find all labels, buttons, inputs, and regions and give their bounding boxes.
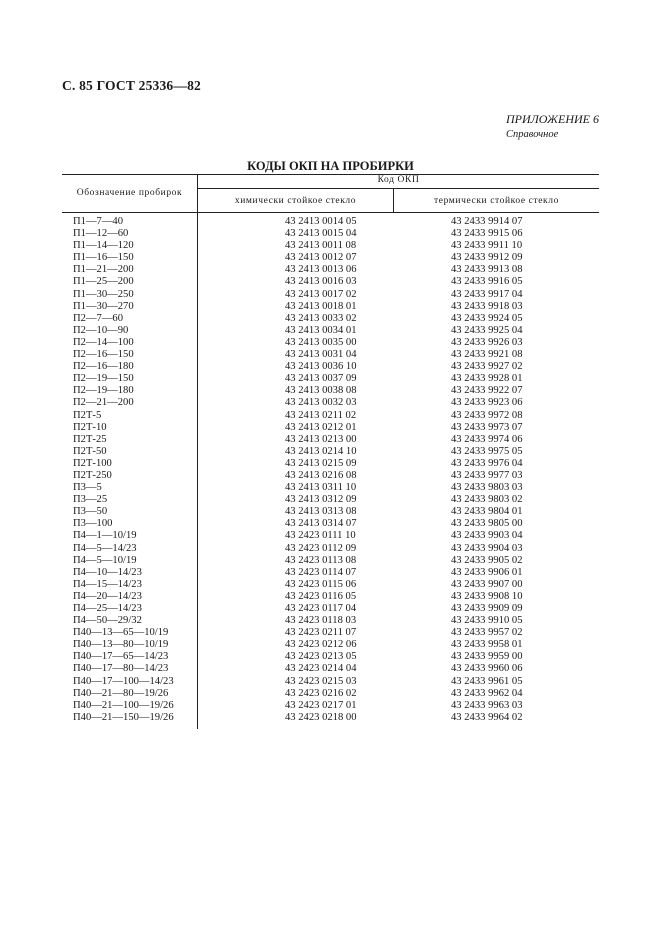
tube-designation: П2—19—180 [73,385,134,397]
table-row [62,337,599,349]
table-row [62,543,599,555]
tube-designation: П3—100 [73,518,113,530]
okp-code-chemical: 43 2413 0211 02 [285,409,357,421]
okp-code-thermal: 43 2433 9926 03 [451,336,523,348]
okp-code-chemical: 43 2413 0034 01 [285,324,357,336]
okp-code-chemical: 43 2423 0215 03 [285,675,357,687]
appendix-title: ПРИЛОЖЕНИЕ 6 [506,112,599,126]
tube-designation: П1—7—40 [73,216,124,227]
okp-code-chemical: 43 2423 0218 00 [285,711,357,723]
tube-designation: П2—16—180 [73,361,134,373]
column-header-chemical: химически стойкое стекло [234,195,357,206]
tube-designation: П4—10—14/23 [73,566,142,578]
okp-code-chemical: 43 2413 0032 03 [285,397,357,409]
okp-code-chemical: 43 2423 0113 08 [285,554,357,566]
header-bottom-rule [62,212,599,213]
okp-code-chemical: 43 2413 0314 07 [285,518,357,530]
okp-code-thermal: 43 2433 9918 03 [451,300,523,312]
okp-code-thermal: 43 2433 9964 02 [451,711,523,723]
tube-designation: П4—1—10/19 [73,530,137,542]
okp-code-thermal: 43 2433 9913 08 [451,264,523,276]
okp-code-chemical: 43 2423 0216 02 [285,687,357,699]
okp-code-thermal: 43 2433 9805 00 [451,518,523,530]
okp-code-chemical: 43 2423 0213 05 [285,651,357,663]
okp-code-chemical: 43 2413 0216 08 [285,469,357,481]
column-group-header-okp: Код ОКП [377,175,420,185]
table-row [62,676,599,688]
table-row [62,603,599,615]
okp-code-chemical: 43 2423 0115 06 [285,578,357,590]
tube-designation: П2Т-250 [73,469,112,481]
okp-code-chemical: 43 2423 0118 03 [285,615,357,627]
table-row [62,663,599,675]
tube-designation: П4—20—14/23 [73,590,142,602]
tube-designation: П2Т-100 [73,457,112,469]
table-row [62,579,599,591]
table-row [62,385,599,397]
okp-code-chemical: 43 2423 0217 01 [285,699,357,711]
okp-code-thermal: 43 2433 9960 06 [451,663,523,675]
okp-code-chemical: 43 2423 0214 04 [285,663,357,675]
tube-designation: П2—16—150 [73,349,134,361]
tube-designation: П4—5—14/23 [73,542,137,554]
okp-code-chemical: 43 2413 0013 06 [285,264,357,276]
table-row [62,397,599,409]
okp-code-thermal: 43 2433 9908 10 [451,590,523,602]
table-row [62,422,599,434]
table-row [62,240,599,252]
okp-code-thermal: 43 2433 9921 08 [451,349,523,361]
table-row [62,434,599,446]
table-row [62,470,599,482]
okp-code-thermal: 43 2433 9924 05 [451,312,523,324]
okp-code-chemical: 43 2413 0212 01 [285,421,357,433]
okp-code-chemical: 43 2423 0211 07 [285,627,357,639]
table-row [62,591,599,603]
okp-code-chemical: 43 2413 0035 00 [285,336,357,348]
okp-code-chemical: 43 2413 0213 00 [285,433,357,445]
table-row [62,567,599,579]
okp-code-thermal: 43 2433 9923 06 [451,397,523,409]
table-row [62,361,599,373]
okp-code-thermal: 43 2433 9909 09 [451,603,523,614]
tube-designation: П2Т-5 [73,409,102,421]
tube-designation: П2—7—60 [73,312,124,324]
okp-code-thermal: 43 2433 9803 02 [451,494,523,506]
okp-code-thermal: 43 2433 9961 05 [451,675,523,687]
tube-designation: П1—30—270 [73,300,134,312]
tube-designation: П4—50—29/32 [73,615,142,627]
table-row [62,651,599,663]
okp-code-thermal: 43 2433 9916 05 [451,276,523,288]
okp-code-chemical: 43 2413 0018 01 [285,300,357,312]
okp-code-thermal: 43 2433 9957 02 [451,627,523,639]
okp-code-chemical: 43 2413 0037 09 [285,373,357,385]
okp-code-chemical: 43 2413 0031 04 [285,349,357,361]
table-row [62,700,599,712]
table-row [62,639,599,651]
tube-designation: П2Т-10 [73,421,107,433]
okp-code-thermal: 43 2433 9905 02 [451,554,523,566]
column-header-thermal: термически стойкое стекло [434,195,559,206]
tube-designation: П40—17—80—14/23 [73,663,169,675]
table-row [62,301,599,313]
okp-code-thermal: 43 2433 9803 03 [451,482,523,494]
table-body [62,216,599,724]
tube-designation: П40—17—65—14/23 [73,651,169,663]
okp-code-thermal: 43 2433 9903 04 [451,530,523,542]
tube-designation: П40—21—150—19/26 [73,711,174,723]
tube-designation: П2—10—90 [73,324,129,336]
okp-code-thermal: 43 2433 9906 01 [451,566,523,578]
okp-code-thermal: 43 2433 9907 00 [451,578,523,590]
okp-code-chemical: 43 2423 0116 05 [285,590,357,602]
table-row [62,228,599,240]
okp-code-chemical: 43 2413 0311 10 [285,482,357,494]
okp-code-chemical: 43 2423 0112 09 [285,542,357,554]
tube-designation: П3—5 [73,482,102,494]
table-row [62,349,599,361]
tube-designation: П40—21—100—19/26 [73,699,174,711]
okp-code-thermal: 43 2433 9976 04 [451,457,523,469]
okp-code-thermal: 43 2433 9974 06 [451,433,523,445]
tube-designation: П4—15—14/23 [73,578,142,590]
okp-code-thermal: 43 2433 9917 04 [451,288,523,300]
table-row [62,313,599,325]
okp-code-thermal: 43 2433 9963 03 [451,699,523,711]
okp-code-thermal: 43 2433 9912 09 [451,252,523,264]
okp-code-chemical: 43 2413 0012 07 [285,252,357,264]
table-row [62,216,599,228]
okp-code-thermal: 43 2433 9977 03 [451,469,523,481]
tube-designation: П40—13—65—10/19 [73,627,169,639]
okp-code-chemical: 43 2413 0312 09 [285,494,357,506]
table-row [62,506,599,518]
okp-code-chemical: 43 2413 0215 09 [285,457,357,469]
okp-code-chemical: 43 2413 0214 10 [285,445,357,457]
column-header-designation: Обозначение пробирок [76,188,183,198]
tube-designation: П40—13—80—10/19 [73,639,169,651]
okp-code-thermal: 43 2433 9911 10 [451,240,523,252]
okp-code-chemical: 43 2413 0011 08 [285,240,357,252]
tube-designation: П1—12—60 [73,228,129,240]
okp-code-chemical: 43 2423 0114 07 [285,566,357,578]
okp-code-chemical: 43 2423 0111 10 [285,530,356,542]
table-row [62,482,599,494]
table-row [62,530,599,542]
tube-designation: П2Т-50 [73,445,107,457]
tube-designation: П1—30—250 [73,288,134,300]
appendix-subtitle: Справочное [506,129,559,140]
table-row [62,289,599,301]
okp-code-thermal: 43 2433 9958 01 [451,639,523,651]
tube-designation: П1—21—200 [73,264,134,276]
okp-code-chemical: 43 2413 0313 08 [285,506,357,518]
tube-designation: П2Т-25 [73,433,107,445]
tube-designation: П40—17—100—14/23 [73,675,174,687]
table-row [62,264,599,276]
tube-designation: П1—14—120 [73,240,134,252]
okp-code-thermal: 43 2433 9904 03 [451,542,523,554]
okp-code-thermal: 43 2433 9975 05 [451,445,523,457]
okp-code-thermal: 43 2433 9927 02 [451,361,523,373]
tube-designation: П3—25 [73,494,108,506]
okp-code-thermal: 43 2433 9804 01 [451,506,523,518]
table-row [62,712,599,724]
okp-code-chemical: 43 2413 0014 05 [285,216,357,227]
table-row [62,518,599,530]
okp-code-thermal: 43 2433 9962 04 [451,687,523,699]
tube-designation: П2—19—150 [73,373,134,385]
table-row [62,688,599,700]
okp-code-chemical: 43 2413 0015 04 [285,228,357,240]
tube-designation: П2—21—200 [73,397,134,409]
okp-code-thermal: 43 2433 9910 05 [451,615,523,627]
okp-code-chemical: 43 2413 0038 08 [285,385,357,397]
tube-designation: П4—25—14/23 [73,603,142,614]
table-row [62,276,599,288]
okp-code-thermal: 43 2433 9973 07 [451,421,523,433]
tube-designation: П40—21—80—19/26 [73,687,169,699]
table-row [62,325,599,337]
table-row [62,373,599,385]
okp-code-thermal: 43 2433 9972 08 [451,409,523,421]
table-title: КОДЫ ОКП НА ПРОБИРКИ [247,159,414,173]
okp-code-thermal: 43 2433 9914 07 [451,216,523,227]
okp-code-chemical: 43 2413 0017 02 [285,288,357,300]
okp-code-thermal: 43 2433 9928 01 [451,373,523,385]
okp-code-chemical: 43 2423 0212 06 [285,639,357,651]
tube-designation: П1—25—200 [73,276,134,288]
table-row [62,410,599,422]
okp-code-thermal: 43 2433 9925 04 [451,324,523,336]
okp-code-thermal: 43 2433 9915 06 [451,228,523,240]
table-row [62,494,599,506]
table-row [62,627,599,639]
appendix-label [506,112,599,140]
table-row [62,615,599,627]
table-row [62,446,599,458]
okp-code-chemical: 43 2413 0036 10 [285,361,357,373]
tube-designation: П2—14—100 [73,336,134,348]
tube-designation: П4—5—10/19 [73,554,137,566]
table-row [62,252,599,264]
okp-code-chemical: 43 2413 0033 02 [285,312,357,324]
okp-code-thermal: 43 2433 9922 07 [451,385,523,397]
table-row [62,458,599,470]
page-header: С. 85 ГОСТ 25336—82 [62,78,201,93]
table-row [62,555,599,567]
okp-code-chemical: 43 2423 0117 04 [285,603,357,614]
okp-code-thermal: 43 2433 9959 00 [451,651,523,663]
tube-designation: П3—50 [73,506,108,518]
okp-code-chemical: 43 2413 0016 03 [285,276,357,288]
tube-designation: П1—16—150 [73,252,134,264]
